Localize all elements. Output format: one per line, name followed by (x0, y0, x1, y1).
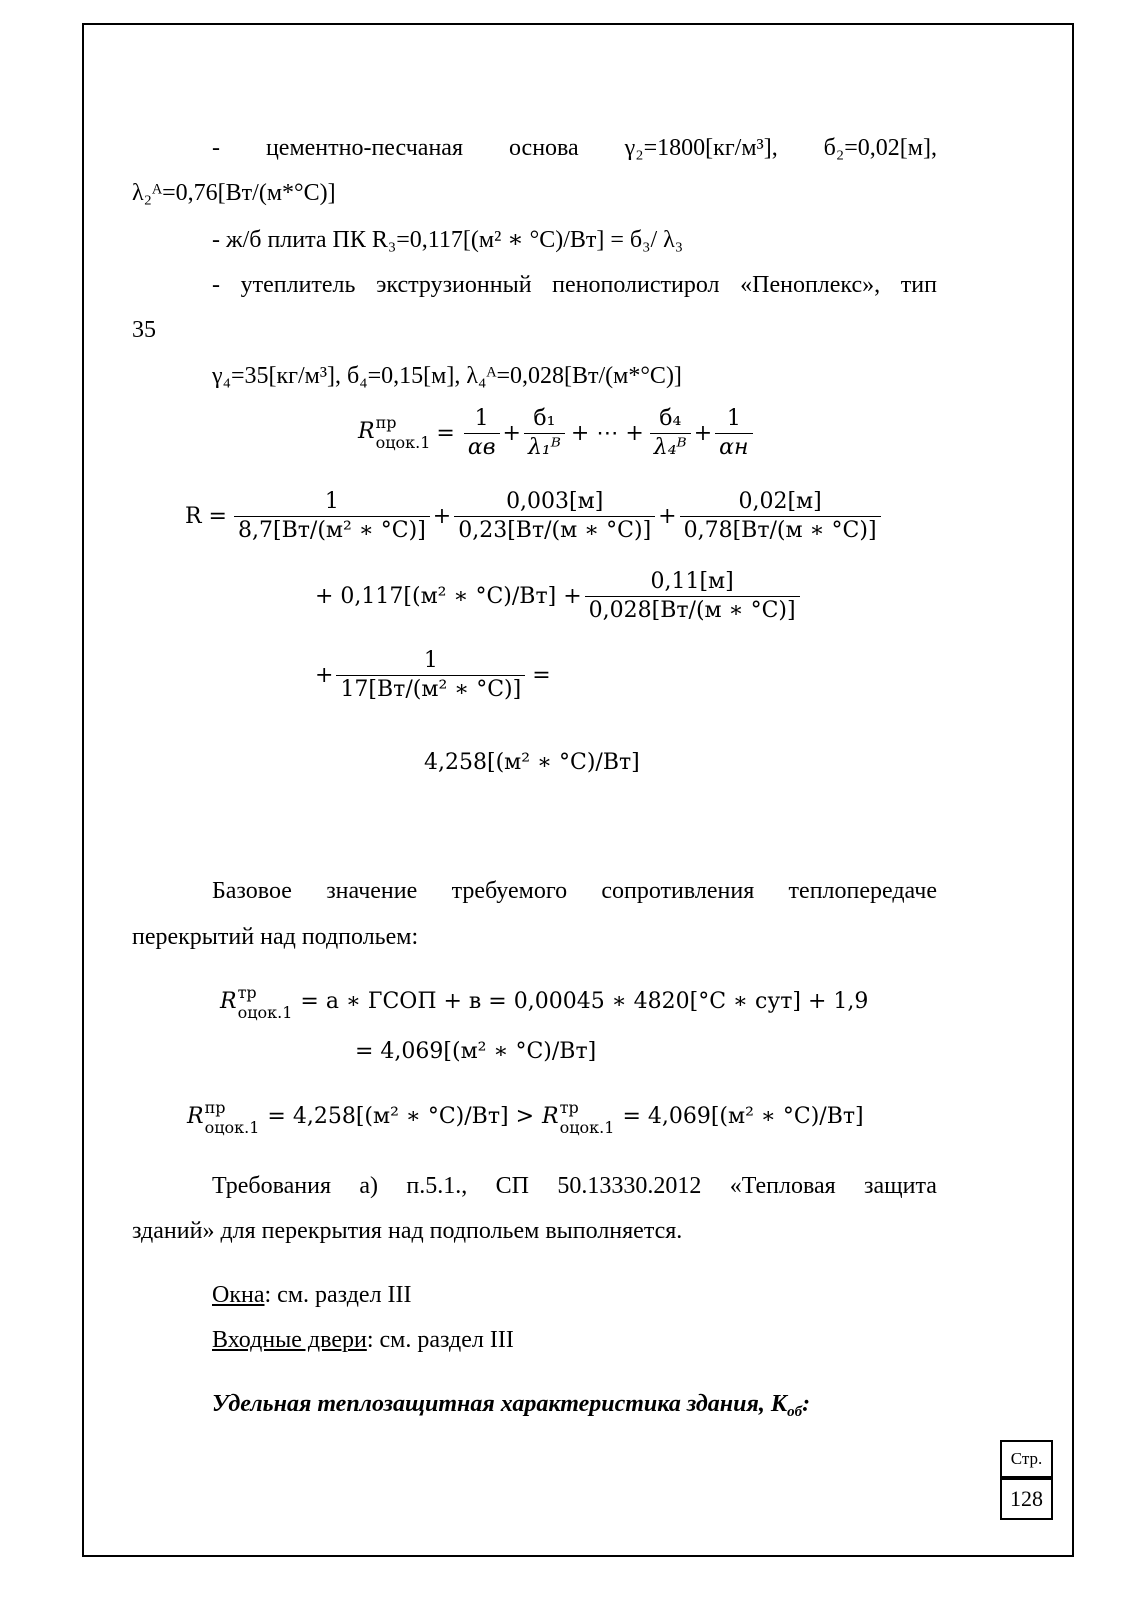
line-insulation (212, 270, 937, 300)
doors-ref: : см. раздел III (366, 1327, 514, 1353)
line-cement-base (212, 133, 937, 163)
doors-label: Входные двери (212, 1327, 367, 1353)
r-symbol: R тр оцок.1 (220, 983, 293, 1022)
word: Базовое (212, 878, 292, 904)
section-heading: Удельная теплозащитная характеристика здания, $К_{об}$: (212, 1391, 811, 1420)
page-label: Стр. (1000, 1440, 1053, 1478)
word: тип (900, 272, 937, 298)
line-windows (212, 1280, 412, 1310)
word: «Пеноплекс», (740, 272, 881, 298)
word: Требования (212, 1173, 332, 1199)
para-requirements (212, 1171, 937, 1201)
fraction: $\frac{1}{\alpha н}$ (715, 405, 752, 462)
word: п.5.1., (406, 1173, 468, 1199)
formula-r-required-result: = 4,069[(м² ∗ °С)/Вт] (355, 1039, 597, 1064)
word: сопротивления (601, 878, 755, 904)
formula-r-calc-line2: + 0,117[(м² ∗ °С)/Вт] + $\frac{0,11[м]}{0,028[Вт/(м ∗ ^\circ С)]}$ (315, 568, 803, 625)
line-doors (212, 1325, 514, 1355)
r-symbol: R пр оцок.1 (187, 1098, 260, 1137)
formula-r-result: 4,258[(м² ∗ °С)/Вт] (424, 750, 640, 775)
word: - (212, 272, 220, 298)
formula-r-sum: R пр оцок.1 = $\frac{1}{\alpha в}$ + $\frac{\text{б₁}}{\text{λ₁ᴮ}}$ + ⋯ + $\frac{\text{б₄}}{\text{λ₄ᴮ}}$ + $\frac{1}{\alpha н}$ (358, 405, 756, 462)
r-symbol: R пр оцок.1 (358, 412, 431, 452)
word: цементно-песчаная (265, 135, 463, 161)
formula-r-calc-line3: + $\frac{1}{\text{17[Вт/(м² ∗ °С)]}}$ = (315, 648, 551, 702)
word: основа (508, 135, 579, 161)
fraction: $\frac{0,003[м]}{0,23[Вт/(м ∗ ^\circ С)]}$ (454, 488, 655, 545)
para-requirements-end: зданий» для перекрытия над подпольем выполняется. (132, 1218, 683, 1244)
line-cement-lambda: λ₂ᴬ=0,76[Вт/(м*°С)] (132, 180, 336, 206)
fraction: $\frac{\text{б₄}}{\text{λ₄ᴮ}}$ (650, 405, 691, 462)
word: СП (495, 1173, 529, 1199)
word: 50.13330.2012 (557, 1173, 702, 1199)
word: а) (359, 1173, 379, 1199)
word: теплопередаче (788, 878, 937, 904)
line-insulation-params: γ₄=35[кг/м³], б₄=0,15[м], λ₄ᴬ=0,028[Вт/(м*°С)] (212, 363, 682, 389)
word: значение (326, 878, 418, 904)
fraction: $\frac{\text{б₁}}{\text{λ₁ᴮ}}$ (524, 405, 565, 462)
word: - (212, 135, 220, 161)
word: б₂=0,02[м], (823, 135, 937, 161)
fraction: $\frac{1}{\text{17[Вт/(м² ∗ °С)]}}$ (336, 647, 525, 704)
word: пенополистирол (552, 272, 720, 298)
para-base-value (212, 876, 937, 906)
word: «Тепловая (729, 1173, 836, 1199)
line-insulation-type: 35 (132, 317, 156, 343)
word: γ₂=1800[кг/м³], (624, 135, 778, 161)
page-number: 128 (1000, 1478, 1053, 1520)
word: требуемого (451, 878, 568, 904)
formula-r-comparison: R пр оцок.1 = 4,258[(м² ∗ °С)/Вт] > R тр оцок.1 = 4,069[(м² ∗ °С)/Вт] (187, 1098, 864, 1137)
fraction: $\frac{0,02[м]}{0,78[Вт/(м ∗ ^\circ С)]}$ (680, 488, 881, 545)
formula-r-required: R тр оцок.1 = а ∗ ГСОП + в = 0,00045 ∗ 4820[°С ∗ сут] + 1,9 (220, 983, 869, 1022)
word: утеплитель (240, 272, 356, 298)
word: экструзионный (376, 272, 532, 298)
formula-r-calc-line1: R = $\frac{1}{\text{8,7[Вт/(м² ∗ °С)]}}$ + $\frac{0,003[м]}{0,23[Вт/(м ∗ ^\circ С)]}$ + $\frac{0,02[м]}{0,78[Вт/(м ∗ ^\circ С)]}$ (185, 488, 884, 545)
r-symbol: R тр оцок.1 (542, 1098, 615, 1137)
para-base-value-end: перекрытий над подпольем: (132, 924, 419, 950)
windows-ref: : см. раздел III (264, 1282, 412, 1308)
windows-label: Окна (212, 1282, 265, 1308)
fraction: $\frac{0,11[м]}{0,028[Вт/(м ∗ ^\circ С)]}$ (585, 568, 800, 625)
word: защита (864, 1173, 937, 1199)
fraction: $\frac{1}{\alpha в}$ (464, 405, 500, 462)
fraction: $\frac{1}{\text{8,7[Вт/(м² ∗ °С)]}}$ (234, 488, 430, 545)
line-slab: - ж/б плита ПК R₃=0,117[(м² ∗ °С)/Вт] = б₃/ λ₃ (212, 227, 684, 253)
